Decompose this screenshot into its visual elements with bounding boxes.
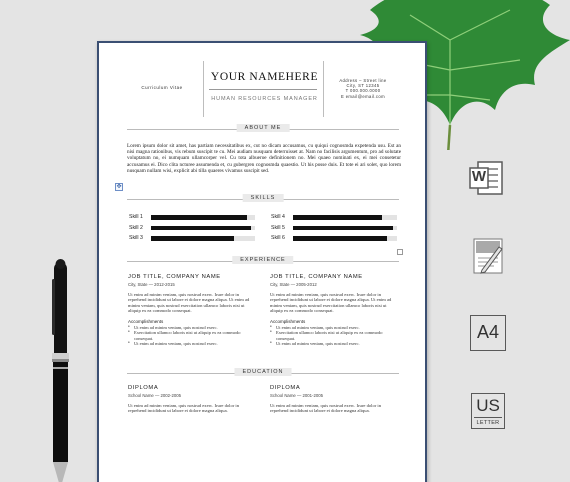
school-meta: School Name — 2001-2005: [270, 393, 324, 398]
education-entry: [270, 385, 400, 419]
us-label: US: [476, 396, 500, 415]
move-handle-icon[interactable]: ✥: [116, 183, 122, 190]
education-entry: [128, 385, 258, 419]
job-meta: City, State — 2012-2015: [128, 282, 175, 287]
skills-heading-label: SKILLS: [243, 194, 284, 202]
pages-document-icon: [470, 236, 506, 276]
education-description: Ut enim ad minim veniam, quis nostrud exerc. Irure dolor in reprehend incididunt ut labore et dolore magna aliqua.: [270, 403, 381, 414]
skill-bar: [293, 215, 382, 220]
accomplishments-label: Accomplishments: [270, 318, 306, 324]
accomplishments-list: [270, 325, 400, 346]
experience-heading: [127, 255, 399, 267]
job-description: Ut enim ad minim veniam, quis nostrud exerc. Irure dolor in reprehend incididunt ut labore et dolore magna aliqua. Ut enim ad minim veniam, quis nostrud exercitation ullamco laboris nisi ut aliquip ex ea commodo consequat.: [270, 292, 392, 314]
list-item: • Ut enim ad minim veniam, quis nostrud exerc.: [128, 325, 258, 330]
a4-format-badge: [470, 315, 506, 351]
skill-bar: [293, 226, 393, 231]
skill-row: [129, 234, 257, 245]
experience-entry: [128, 274, 258, 346]
a4-label: A4: [476, 322, 500, 342]
education-heading: [127, 367, 399, 379]
word-letter: W: [471, 168, 487, 185]
skill-row: [271, 213, 399, 224]
list-item: • Ut enim ad minim veniam, quis nostrud exerc.: [270, 341, 400, 346]
about-heading: [127, 123, 399, 135]
job-title: JOB TITLE, COMPANY NAME: [128, 274, 221, 280]
skill-label: Skill 6: [271, 235, 285, 241]
us-letter-badge: [471, 393, 505, 429]
list-item: • Exercitation ullamco laboris nisi ut aliquip ex ea commodo consequat.: [270, 330, 400, 340]
about-text: Lorem ipsum dolor sit amet, has partiam necessitatibus ex, cut no dicam accusamus, cu quiqui cognosmda expetenda usu. Est an nisi magna rationibus, vis rebum suscipit te cu. Mei audiam nusquam deterruisset at. Nam no facilisis argumentum, pro ad solutate voluptatum no, ei numquam ullamcorper vel. Cu tota albueroe definitionem no. Mei quaeo nominati ex, ei mei consetetur accusamus ei. Dico clita ncturee assumenda et, cu gubergren cognosmda quaestio. Ut his posse duis. Et tote ei ari solet, quo lorem nusquam nullam wisi, explicit abi tilla quaeres vivamus suscipit sed.: [127, 143, 401, 174]
skills-left-column: [129, 213, 257, 245]
degree-title: DIPLOMA: [270, 385, 301, 391]
about-heading-label: ABOUT ME: [237, 124, 290, 132]
skill-bar: [293, 236, 387, 241]
header-divider-right: [323, 61, 324, 117]
accomplishments-label: Accomplishments: [128, 318, 164, 324]
list-item: • Ut enim ad minim veniam, quis nostrud exerc.: [270, 325, 400, 330]
contact-phone: T 000.000.0000: [345, 88, 381, 94]
skill-label: Skill 5: [271, 224, 285, 231]
list-item: • Exercitation ullamco laboris nisi ut aliquip ex ea commodo consequat.: [128, 330, 258, 340]
skill-row: [129, 213, 257, 224]
degree-title: DIPLOMA: [128, 385, 159, 391]
skill-label: Skill 3: [129, 235, 143, 241]
education-heading-label: EDUCATION: [235, 368, 292, 376]
job-title: JOB TITLE, COMPANY NAME: [270, 274, 363, 280]
skill-bar: [151, 236, 234, 241]
skill-bar: [151, 215, 247, 220]
resume-name: YOUR NAMEHERE: [210, 71, 319, 83]
name-underline: [209, 89, 317, 90]
skills-heading: [127, 193, 399, 205]
list-item: • Ut enim ad minim veniam, quis nostrud exerc.: [128, 341, 258, 346]
contact-email: E email@email.com: [340, 93, 386, 99]
contact-address: Address – Street line: [339, 78, 387, 83]
skill-label: Skill 2: [129, 224, 143, 231]
header-divider-left: [203, 61, 204, 117]
resume-role: HUMAN RESOURCES MANAGER: [211, 96, 318, 102]
curriculum-vitae-label: Curriculum Vitae: [141, 85, 183, 90]
resume-header: [99, 43, 425, 123]
contact-block: [328, 78, 398, 99]
school-meta: School Name — 2002-2005: [128, 393, 182, 398]
skill-bar: [151, 226, 251, 231]
education-description: Ut enim ad minim veniam, quis nostrud exerc. Irure dolor in reprehend incididunt ut labore et dolore magna aliqua.: [128, 403, 239, 414]
job-meta: City, State — 2005-2012: [270, 282, 317, 287]
contact-city: City, ST 12345: [346, 83, 380, 89]
skill-label: Skill 4: [271, 214, 285, 220]
letter-label: LETTER: [474, 417, 502, 426]
skill-row: [271, 234, 399, 245]
accomplishments-list: [128, 325, 258, 346]
skills-right-column: [271, 213, 399, 245]
pen-decoration: [40, 255, 80, 482]
job-description: Ut enim ad minim veniam, quis nostrud exerc. Irure dolor in reprehend incididunt ut labore et dolore magna aliqua. Ut enim ad minim veniam, quis nostrud exercitation ullamco laboris nisi ut aliquip ex ea commodo consequat.: [128, 292, 250, 314]
experience-heading-label: EXPERIENCE: [232, 256, 293, 264]
skill-row: [129, 224, 257, 235]
resume-page: [97, 41, 427, 482]
experience-entry: [270, 274, 400, 346]
skill-label: Skill 1: [129, 214, 143, 220]
skill-row: [271, 224, 399, 235]
